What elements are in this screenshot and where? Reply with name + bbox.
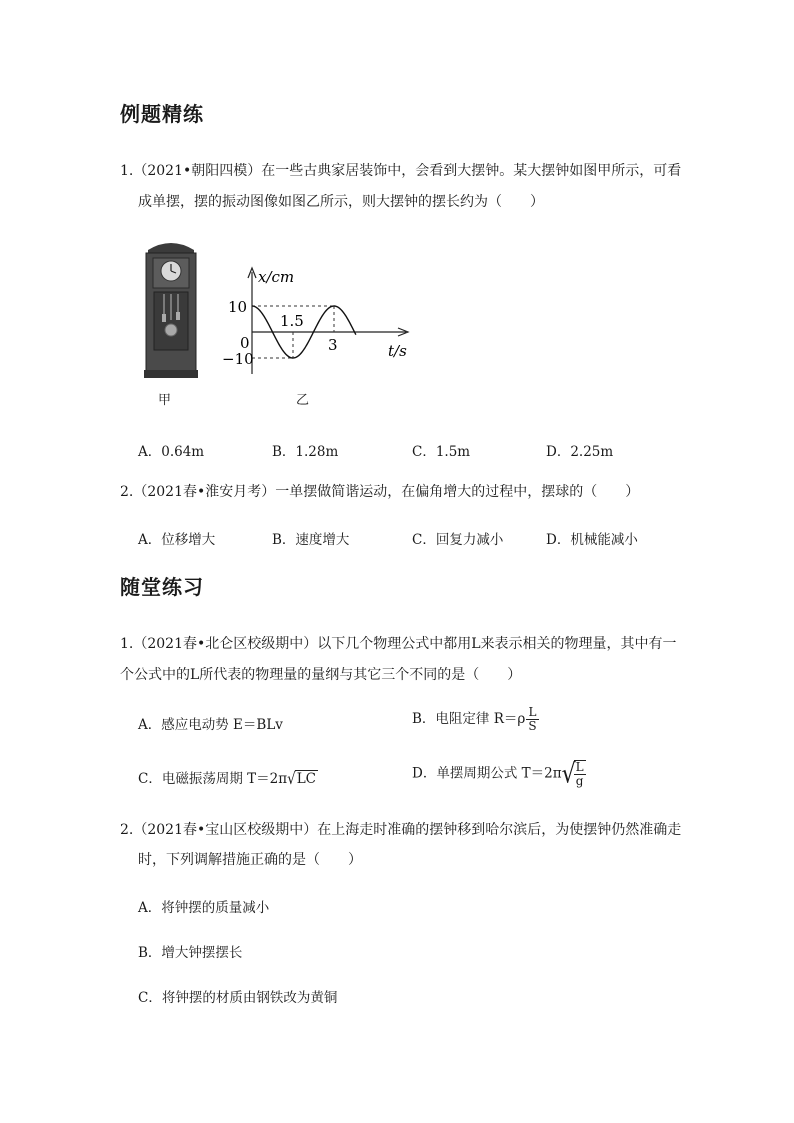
tick-label-y-pos: 10	[228, 298, 248, 316]
practice-q2-line2: 时，下列调解措施正确的是（ ）	[138, 852, 362, 868]
section-title-practice: 随堂练习	[120, 575, 204, 599]
pendulum-bob-icon	[165, 324, 177, 336]
practice-q1-option-a[interactable]: A．感应电动势 E＝BLv	[138, 717, 283, 733]
option-c-text: C．电磁振荡周期 T＝2π	[138, 771, 288, 787]
oscillation-graph	[218, 262, 418, 380]
section-title-examples: 例题精练	[120, 102, 204, 126]
example-q2-option-d[interactable]: D．机械能减小	[546, 532, 638, 548]
practice-q1-option-d[interactable]	[412, 760, 586, 788]
option-d-fraction: $\frac{L}{g}$	[575, 760, 584, 788]
example-q1-option-b[interactable]: B．1.28m	[272, 444, 339, 460]
figure-caption-graph: 乙	[296, 393, 310, 408]
clock-crown	[148, 243, 194, 254]
example-q1-option-d[interactable]: D．2.25m	[546, 444, 614, 460]
sqrt-icon: √	[287, 769, 296, 789]
practice-q2-option-c[interactable]: C．将钟摆的材质由钢铁改为黄铜	[138, 990, 338, 1006]
figure-caption-clock: 甲	[158, 393, 172, 408]
example-q2-option-b[interactable]: B．速度增大	[272, 532, 350, 548]
example-q1-option-a[interactable]: A．0.64m	[138, 444, 205, 460]
tick-label-y-neg: −10	[222, 350, 254, 368]
example-q1-line2: 成单摆，摆的振动图像如图乙所示，则大摆钟的摆长约为（ ）	[138, 194, 544, 210]
example-q1-option-c[interactable]: C．1.5m	[412, 444, 471, 460]
example-q2-option-a[interactable]: A．位移增大	[138, 532, 216, 548]
y-axis-label: x/cm	[258, 268, 295, 286]
practice-q2-option-a[interactable]: A．将钟摆的质量减小	[138, 900, 270, 916]
clock-base	[144, 370, 198, 378]
option-b-text: B．电阻定律 R＝ρ	[412, 711, 526, 727]
practice-q1-line1: 1.（2021春•北仑区校级期中）以下几个物理公式中都用L来表示相关的物理量，其中有一	[120, 636, 677, 652]
practice-q1-line2: 个公式中的L所代表的物理量的量纲与其它三个不同的是（ ）	[120, 667, 522, 683]
tick-label-x-full: 3	[328, 336, 338, 354]
option-d-text: D．单摆周期公式 T＝2π	[412, 765, 562, 782]
option-b-fraction: $\frac{L}{S}$	[528, 705, 537, 733]
tick-label-origin: 0	[240, 334, 250, 352]
practice-q1-option-b[interactable]	[412, 706, 539, 733]
example-q2-line1: 2.（2021春•淮安月考）一单摆做简谐运动，在偏角增大的过程中，摆球的（ ）	[120, 484, 640, 500]
pendulum-clock-figure	[140, 238, 202, 380]
option-c-radicand: LC	[296, 771, 316, 787]
practice-q2-option-b[interactable]: B．增大钟摆摆长	[138, 945, 243, 961]
example-q2-option-c[interactable]: C．回复力减小	[412, 532, 504, 548]
practice-q1-option-c[interactable]	[138, 767, 318, 787]
tick-label-x-half: 1.5	[280, 312, 304, 330]
practice-q2-line1: 2.（2021春•宝山区校级期中）在上海走时准确的摆钟移到哈尔滨后，为使摆钟仍然准确走	[120, 822, 682, 838]
sqrt-icon: √	[561, 759, 576, 789]
x-axis-label: t/s	[388, 342, 407, 360]
example-q1-line1: 1.（2021•朝阳四模）在一些古典家居装饰中，会看到大摆钟。某大摆钟如图甲所示，可看	[120, 163, 682, 179]
